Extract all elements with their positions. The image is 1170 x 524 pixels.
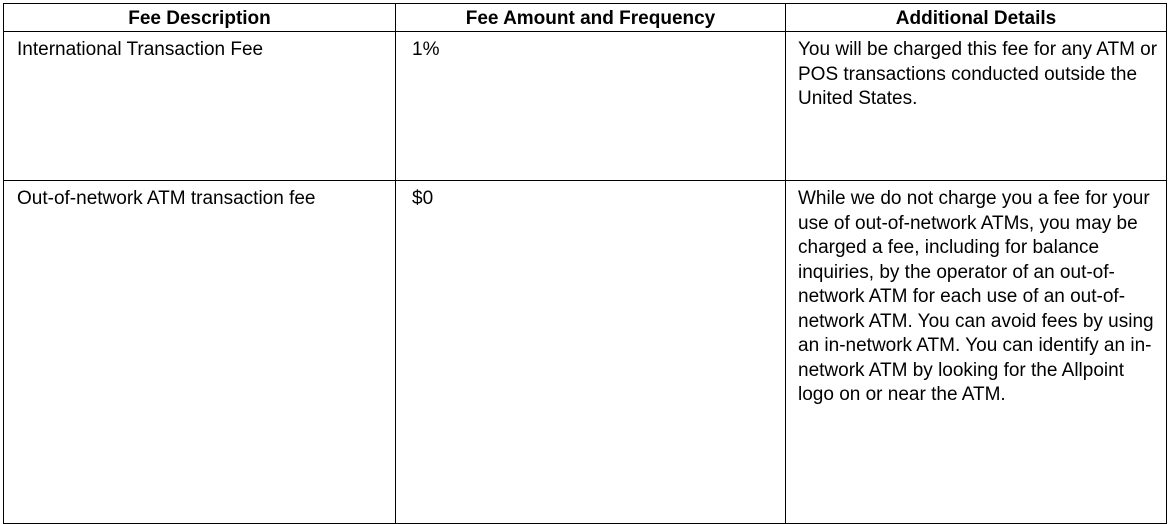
table-header-row [4, 4, 1167, 32]
header-fee-amount-frequency: Fee Amount and Frequency [396, 4, 786, 32]
cell-fee-amount: $0 [396, 181, 786, 524]
cell-additional-details: You will be charged this fee for any ATM or POS transactions conducted outside the United States. [786, 32, 1167, 181]
cell-additional-details: While we do not charge you a fee for your use of out-of-network ATMs, you may be charged a fee, including for balance inquiries, by the operator of an out-of-network ATM for each use of an out-of-network ATM. You can avoid fees by using an in-network ATM. You can identify an in-network ATM by looking for the Allpoint logo on or near the ATM. [786, 181, 1167, 524]
cell-fee-description: International Transaction Fee [4, 32, 396, 181]
header-additional-details: Additional Details [786, 4, 1167, 32]
header-fee-description: Fee Description [4, 4, 396, 32]
cell-fee-description: Out-of-network ATM transaction fee [4, 181, 396, 524]
table-row [4, 181, 1167, 524]
fee-table-container [3, 3, 1167, 524]
table-row [4, 32, 1167, 181]
cell-fee-amount: 1% [396, 32, 786, 181]
fee-table [3, 3, 1167, 524]
